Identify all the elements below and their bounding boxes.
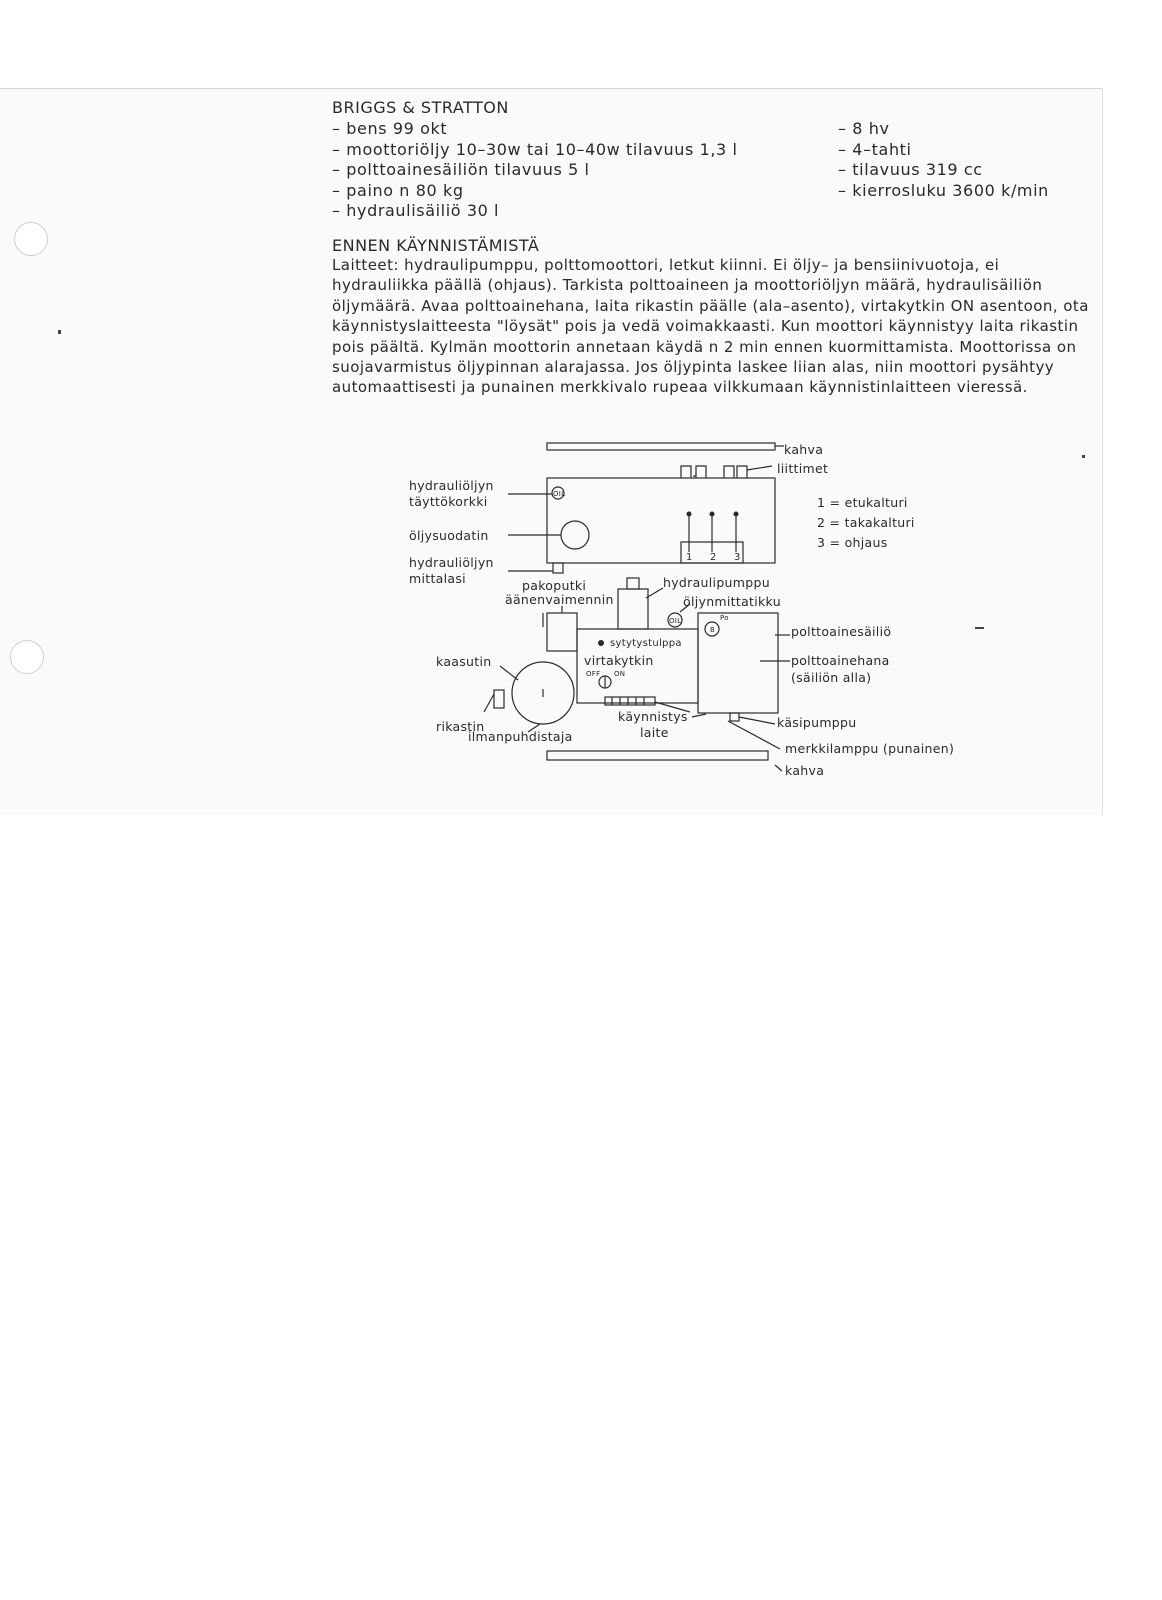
instructions-paragraph: Laitteet: hydraulipumppu, polttomoottori, letkut kiinni. Ei öljy– ja bensiinivuotoja, ei hydrauliikka päällä (ohjaus). Tarkista polttoaineen ja moottoriöljyn määrä, hydraulisäiliön öljymäärä. Avaa polttoainehana, laita rikastin päälle (ala–asento), virtakytkin ON asentoon, ota käynnistyslaitteesta "löysät" pois ja vedä voimakkaasti. Kun moottori käynnistyy laita rikastin pois päältä. Kylmän moottorin annetaan käydä n 2 min ennen kuormittamista. Moottorissa on suojavarmistus öljypinnan alarajassa. Jos öljypinta laskee liian alas, niin moottori pysähtyy automaattisesti ja punainen merkkivalo rupeaa vilkkumaan käynnistinlaitteen vieressä. <box>332 256 1089 397</box>
label-air-filter: ilmanpuhdistaja <box>468 729 573 744</box>
oil-gauge <box>553 563 563 573</box>
choke <box>494 690 504 708</box>
label-fill-cap: täyttökorkki <box>409 494 488 509</box>
label-kahva-top: kahva <box>784 442 824 457</box>
label-hydraulic-pump: hydraulipumppu <box>663 575 770 590</box>
label-warning-lamp: merkkilamppu (punainen) <box>785 741 955 756</box>
spec-item: – 4–tahti <box>838 139 912 159</box>
label-kahva-bottom: kahva <box>785 763 825 778</box>
label-carburetor: kaasutin <box>436 654 492 669</box>
spec-item: – moottoriöljy 10–30w tai 10–40w tilavuus 1,3 l <box>332 139 738 159</box>
label-fuel-tap: polttoainehana <box>791 653 890 668</box>
switch-off: OFF <box>586 670 601 678</box>
label-muffler: äänenvaimennin <box>505 592 614 607</box>
spec-item: – bens 99 okt <box>332 119 448 138</box>
spec-item: – paino n 80 kg <box>332 180 464 200</box>
legend-item: 3 = ohjaus <box>817 535 888 550</box>
oil-mark: OIL <box>553 490 566 498</box>
label-spark-plug: sytytystulppa <box>610 638 682 649</box>
spec-item: – tilavuus 319 cc <box>838 160 983 179</box>
legend-item: 1 = etukalturi <box>817 495 908 510</box>
spec-item: – kierrosluku 3600 k/min <box>838 180 1049 200</box>
switch-on: ON <box>614 670 626 678</box>
valve-number: 1 <box>686 552 693 563</box>
legend-item: 2 = takakalturi <box>817 515 915 530</box>
bottom-handle <box>547 751 768 760</box>
label-exhaust: pakoputki <box>522 578 587 593</box>
label-oil-filter: öljysuodatin <box>409 528 489 543</box>
label-fuel-tap-note: (säiliön alla) <box>791 670 872 685</box>
page-title: BRIGGS & STRATTON <box>332 98 509 117</box>
spec-item: – hydraulisäiliö 30 l <box>332 201 500 220</box>
oil-mark: OIL <box>669 617 682 625</box>
hydraulic-pump <box>618 589 648 629</box>
label-starter: käynnistys <box>618 709 688 724</box>
connectors <box>681 466 772 478</box>
muffler <box>547 613 577 651</box>
label-starter: laite <box>640 725 669 740</box>
label-dipstick: öljynmittatikku <box>683 594 781 609</box>
label-choke: rikastin <box>436 719 485 734</box>
oil-filter <box>561 521 589 549</box>
hydraulic-tank <box>547 478 775 563</box>
fuel-mark: B <box>710 626 716 634</box>
spec-item: – 8 hv <box>838 119 890 138</box>
label-fill-cap: hydrauliöljyn <box>409 478 494 493</box>
top-handle <box>547 443 775 450</box>
label-liittimet: liittimet <box>777 461 829 476</box>
valve-number: 2 <box>710 552 717 563</box>
label-fuel-tank: polttoainesäiliö <box>791 624 892 639</box>
label-oil-gauge: mittalasi <box>409 571 466 586</box>
section-heading: ENNEN KÄYNNISTÄMISTÄ <box>332 236 540 255</box>
label-oil-gauge: hydrauliöljyn <box>409 555 494 570</box>
label-hand-pump: käsipumppu <box>777 715 857 730</box>
valve-number: 3 <box>734 552 741 563</box>
label-ignition: virtakytkin <box>584 653 654 668</box>
hand-pump <box>730 713 739 721</box>
spec-item: – polttoainesäiliön tilavuus 5 l <box>332 160 590 179</box>
fuel-mark-po: Po <box>720 614 729 622</box>
spark-plug <box>598 640 604 646</box>
